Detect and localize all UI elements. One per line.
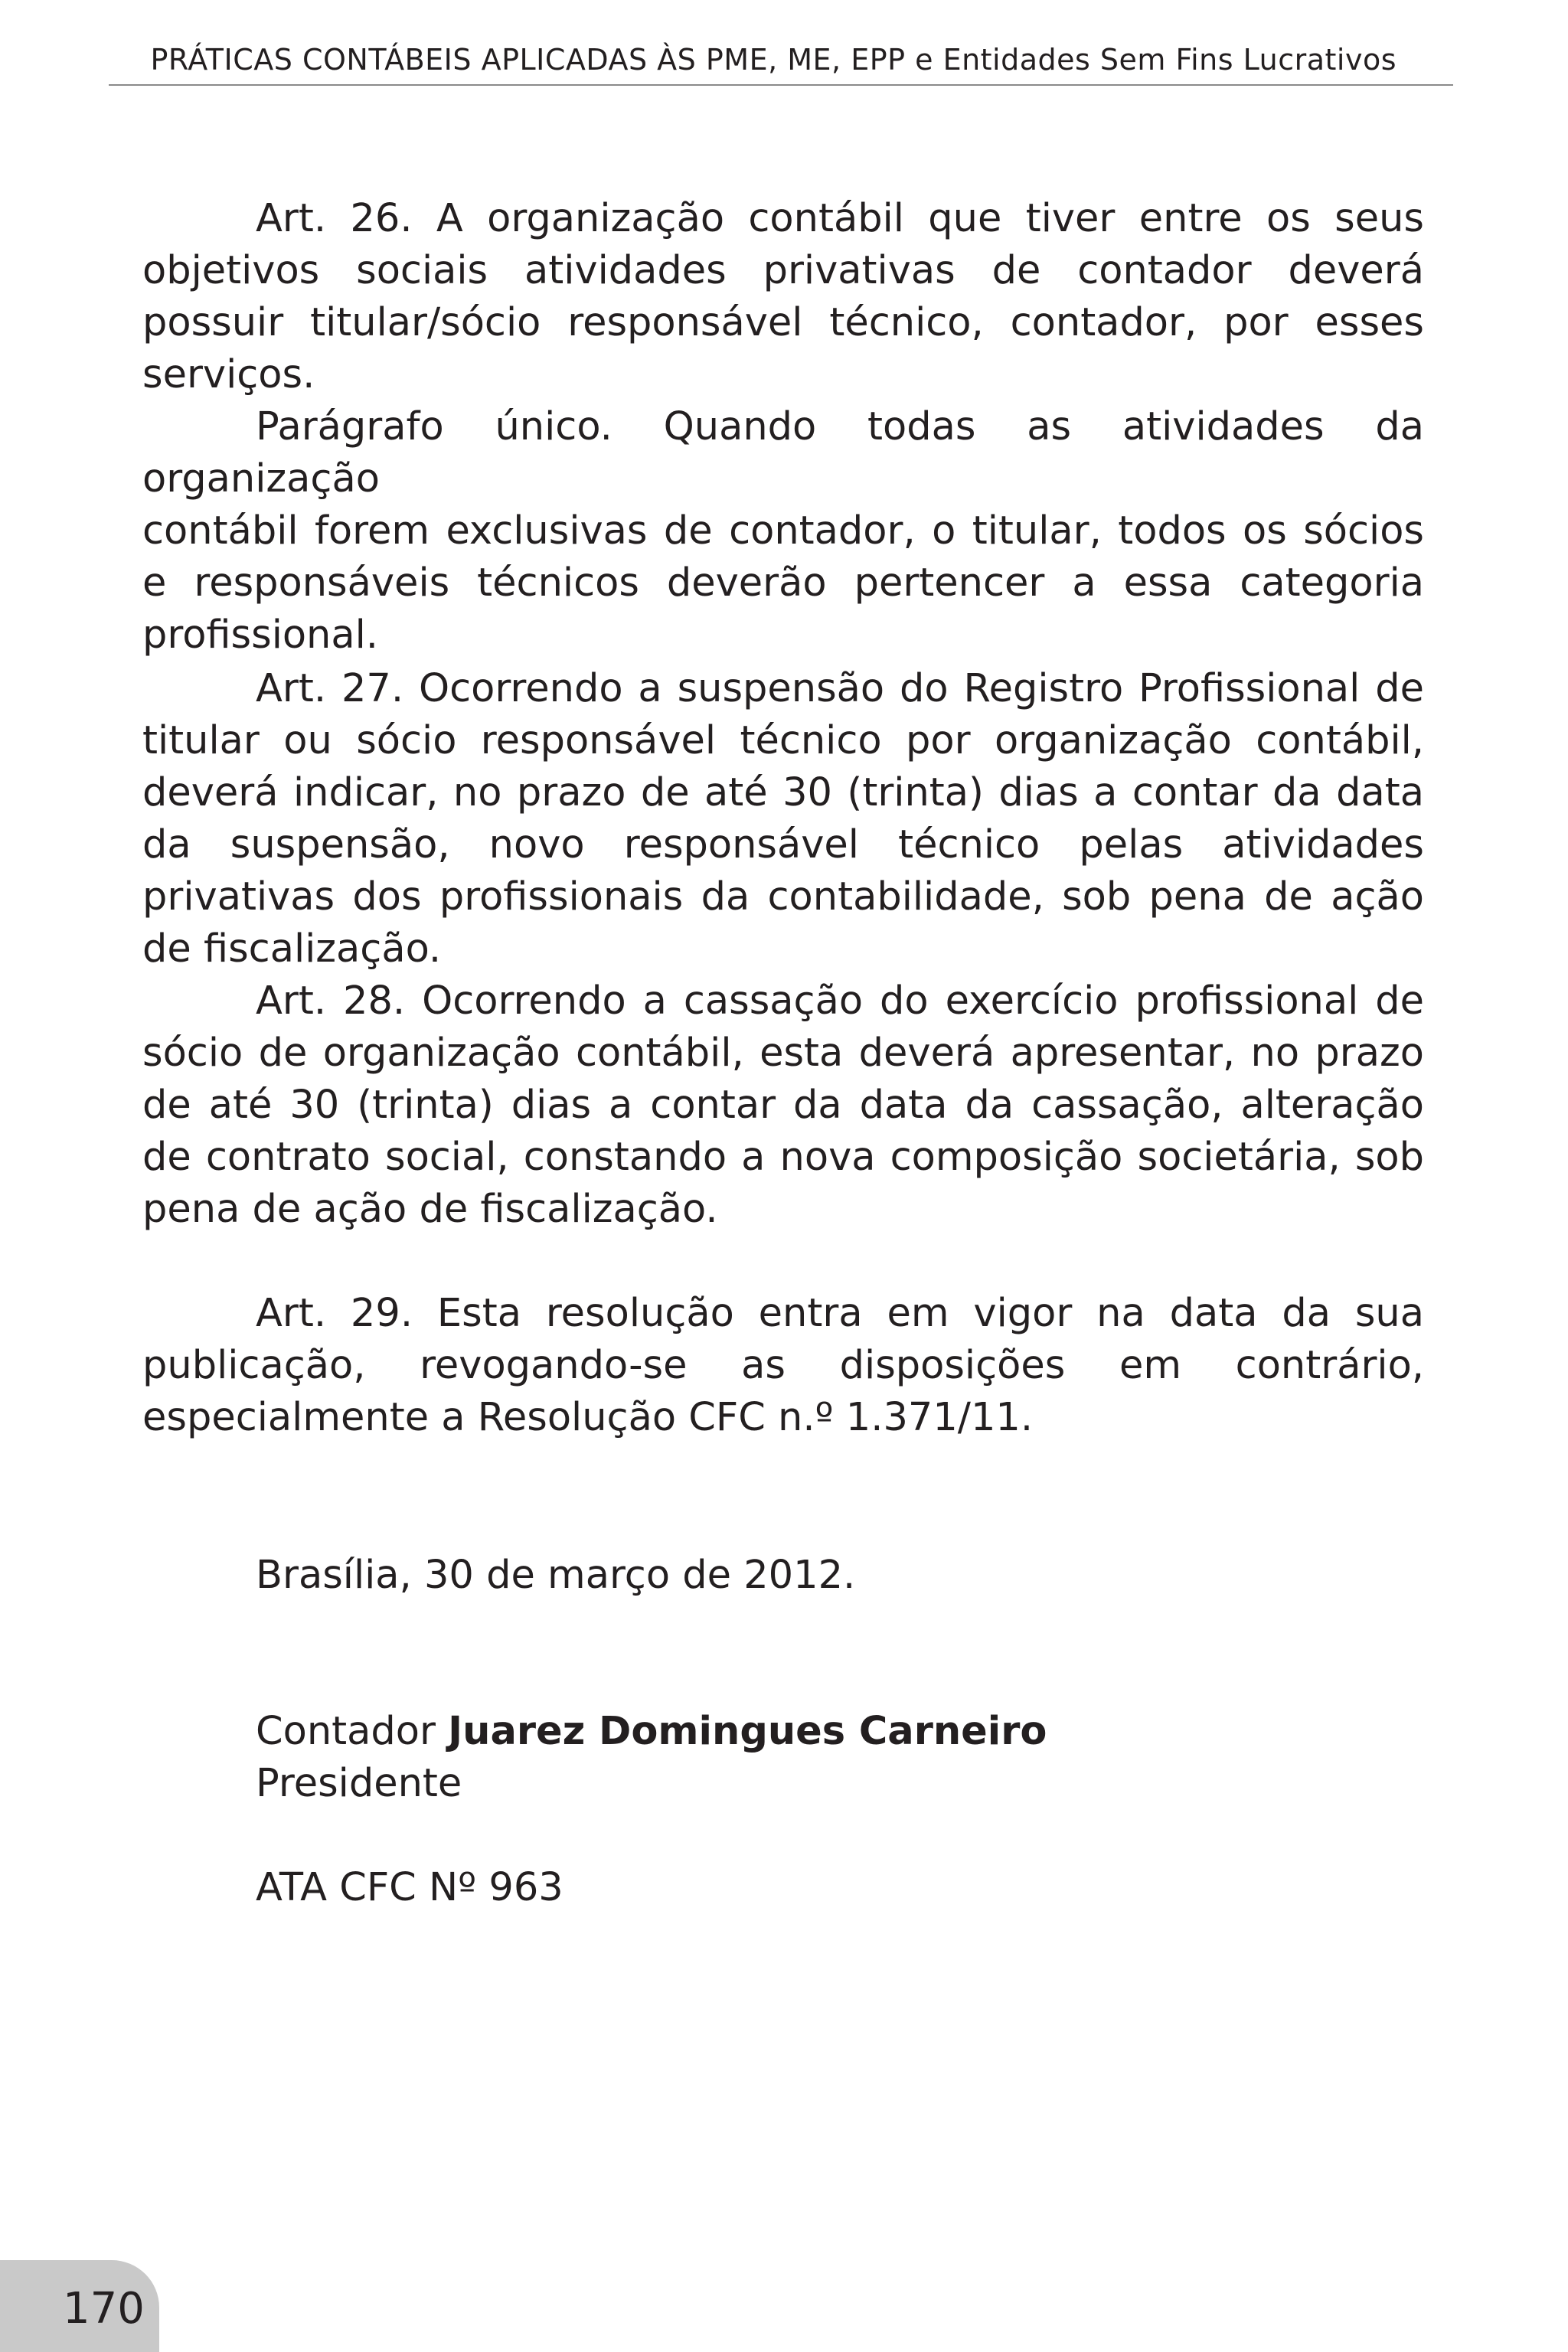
place-and-date: Brasília, 30 de março de 2012. [256, 1553, 856, 1598]
article-29: Art. 29. Esta resolução entra em vigor na data da sua publicação, revogando-se as disposições em contrário, especialmente a Resolução CFC n.º 1.371/11. [142, 1291, 1424, 1440]
article-26: Art. 26. A organização contábil que tiver entre os seus objetivos sociais atividades privativas de contador deverá possuir titular/sócio responsável técnico, contador, por esses serviços. [142, 196, 1424, 397]
signatory-title: Contador [256, 1709, 436, 1754]
signatory-name: Juarez Domingues Carneiro [448, 1709, 1047, 1754]
signatory-role: Presidente [256, 1761, 462, 1806]
article-27: Art. 27. Ocorrendo a suspensão do Registro Profissional de titular ou sócio responsável técnico por organização contábil, deverá indicar, no prazo de até 30 (trinta) dias a contar da data da suspensão, novo responsável técnico pelas atividades privativas dos profissionais da contabilidade, sob pena de ação de fiscalização. [142, 666, 1424, 972]
page-number: 170 [63, 2284, 145, 2334]
header-divider [109, 84, 1453, 86]
paragrafo-unico-first-line: Parágrafo único. Quando todas as atividades da organização [142, 404, 1424, 501]
ata-reference: ATA CFC Nº 963 [256, 1865, 564, 1910]
paragrafo-unico-continuation: contábil forem exclusivas de contador, o titular, todos os sócios e responsáveis técnicos deverão pertencer a essa categoria profissional. [142, 508, 1424, 658]
signatory-line [256, 1706, 1047, 1758]
running-header: PRÁTICAS CONTÁBEIS APLICADAS ÀS PME, ME, EPP e Entidades Sem Fins Lucrativos [150, 43, 1396, 77]
article-28: Art. 28. Ocorrendo a cassação do exercício profissional de sócio de organização contábil, esta deverá apresentar, no prazo de até 30 (trinta) dias a contar da data da cassação, alteração de contrato social, constando a nova composição societária, sob pena de ação de fiscalização. [142, 978, 1424, 1232]
